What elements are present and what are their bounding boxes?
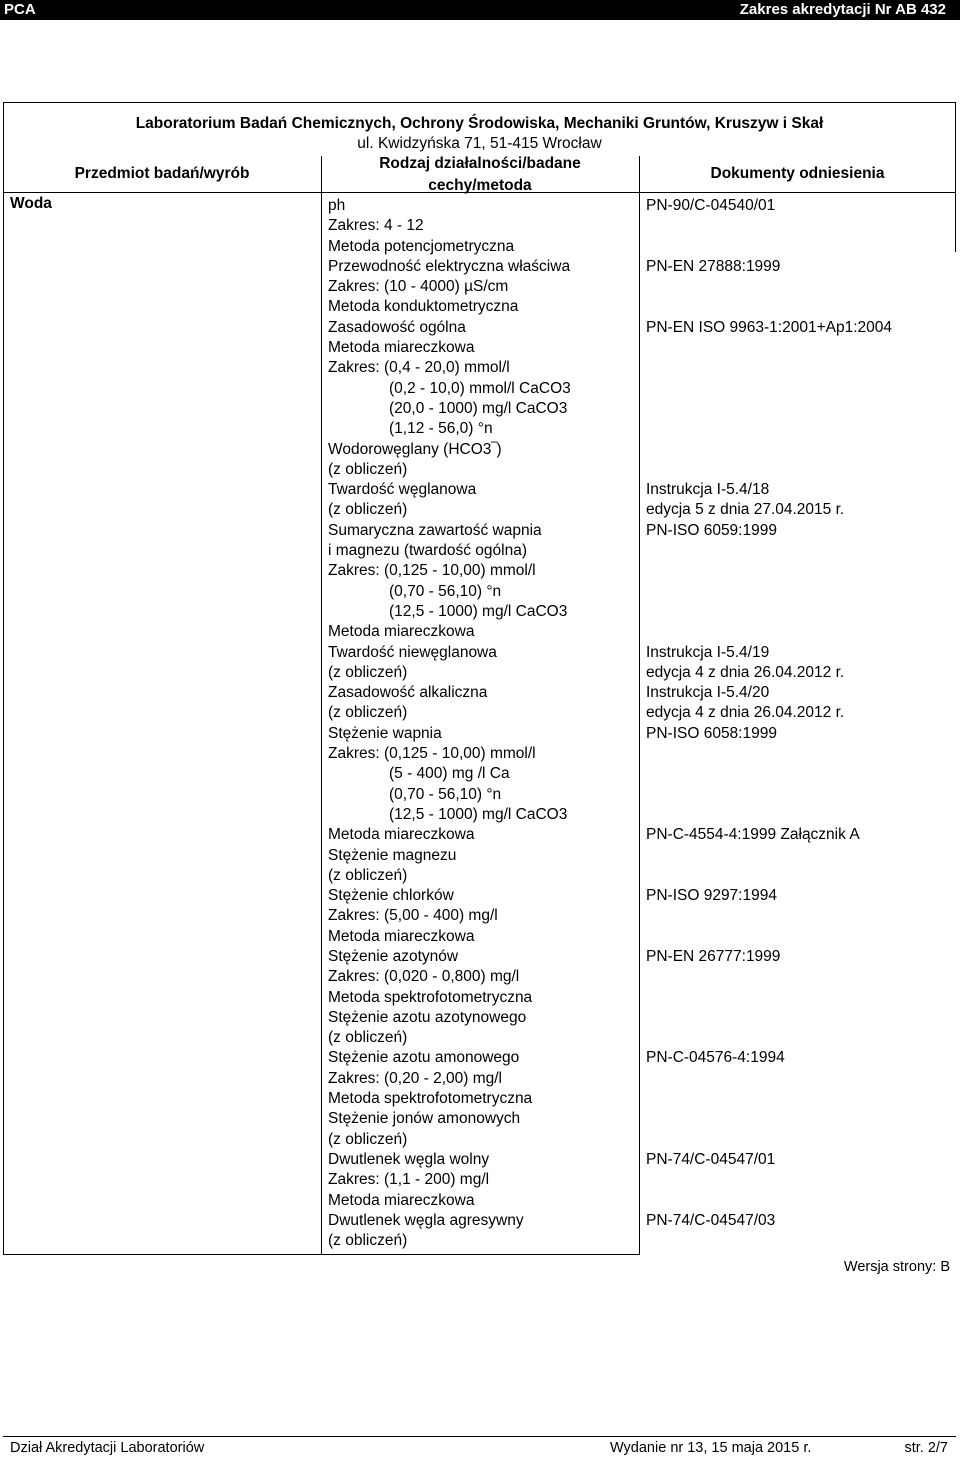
activity-line: Zakres: (1,1 - 200) mg/l: [328, 1171, 490, 1189]
document-line: [646, 866, 956, 886]
activity-line: Zakres: (5,00 - 400) mg/l: [328, 907, 498, 925]
document-line: PN-ISO 6059:1999: [646, 521, 777, 539]
footer-edition: Wydanie nr 13, 15 maja 2015 r.: [610, 1440, 812, 1456]
activity-line: Stężenie azotu amonowego: [328, 1049, 520, 1067]
activity-line: Zakres: (0,4 - 20,0) mmol/l: [328, 359, 510, 377]
document-line: [646, 460, 956, 480]
document-line: [646, 358, 956, 378]
document-line: PN-C-4554-4:1999 Załącznik A: [646, 826, 860, 844]
document-line: [646, 216, 956, 236]
activity-line: Metoda miareczkowa: [328, 623, 475, 641]
document-line: [646, 297, 956, 317]
activity-line: (z obliczeń): [328, 460, 408, 478]
footer-department: Dział Akredytacji Laboratoriów: [10, 1440, 205, 1456]
table-divider-1: [321, 156, 322, 1255]
activity-line: Stężenie azotu azotynowego: [328, 1008, 527, 1026]
activity-line: (z obliczeń): [328, 704, 408, 722]
document-line: [646, 1130, 956, 1150]
document-line: [646, 1191, 956, 1211]
activity-line: Zakres: (0,20 - 2,00) mg/l: [328, 1069, 503, 1087]
document-line: Instrukcja I-5.4/19: [646, 643, 770, 661]
activity-line: Stężenie chlorków: [328, 887, 454, 905]
column-header-activity: Rodzaj działalności/badane: [379, 155, 581, 172]
activity-column: [328, 196, 634, 1251]
activity-line: (0,2 - 10,0) mmol/l CaCO3: [389, 379, 571, 397]
document-line: [646, 399, 956, 419]
header-scope-number: Zakres akredytacji Nr AB 432: [739, 1, 946, 18]
documents-column: [646, 196, 956, 1231]
activity-line: Sumaryczna zawartość wapnia: [328, 521, 542, 539]
document-line: [646, 338, 956, 358]
activity-line: (z obliczeń): [328, 866, 408, 884]
activity-line: Zakres: (0,125 - 10,00) mmol/l: [328, 562, 536, 580]
document-line: Instrukcja I-5.4/20: [646, 684, 770, 702]
page-header-bar: [0, 0, 960, 20]
document-line: [646, 906, 956, 926]
document-line: [646, 541, 956, 561]
document-line: [646, 237, 956, 257]
activity-line: (z obliczeń): [328, 1232, 408, 1250]
document-line: PN-EN 27888:1999: [646, 257, 781, 275]
activity-line: Metoda konduktometryczna: [328, 298, 519, 316]
document-line: [646, 379, 956, 399]
activity-line: Zakres: (0,020 - 0,800) mg/l: [328, 968, 520, 986]
table-divider-2: [639, 156, 640, 1255]
column-header-documents: Dokumenty odniesienia: [710, 165, 885, 182]
table-border-left: [3, 102, 4, 1255]
document-line: [646, 622, 956, 642]
document-line: [646, 1109, 956, 1129]
activity-line: (z obliczeń): [328, 1029, 408, 1047]
header-org: PCA: [4, 1, 36, 18]
document-line: [646, 785, 956, 805]
activity-line: (z obliczeń): [328, 501, 408, 519]
document-line: edycja 4 z dnia 26.04.2012 r.: [646, 704, 845, 722]
document-line: [646, 1028, 956, 1048]
document-line: [646, 764, 956, 784]
activity-line: Zasadowość alkaliczna: [328, 684, 488, 702]
activity-line: ph: [328, 197, 346, 214]
activity-line: Zakres: (0,125 - 10,00) mmol/l: [328, 745, 536, 763]
document-line: PN-EN ISO 9963-1:2001+Ap1:2004: [646, 318, 893, 336]
document-line: [646, 440, 956, 460]
activity-line: (0,70 - 56,10) °n: [389, 582, 502, 600]
activity-line: (z obliczeń): [328, 663, 408, 681]
activity-line: Stężenie wapnia: [328, 724, 442, 742]
document-line: [646, 602, 956, 622]
lab-name: Laboratorium Badań Chemicznych, Ochrony Środowiska, Mechaniki Gruntów, Kruszyw i Skał: [135, 115, 824, 132]
activity-line: Metoda miareczkowa: [328, 927, 475, 945]
footer-page-number: str. 2/7: [904, 1440, 948, 1456]
activity-line: Zasadowość ogólna: [328, 318, 466, 336]
column-header-activity-2: cechy/metoda: [428, 177, 532, 194]
document-line: [646, 1170, 956, 1190]
document-line: [646, 967, 956, 987]
activity-line: Przewodność elektryczna właściwa: [328, 257, 571, 275]
document-line: [646, 1089, 956, 1109]
document-line: [646, 988, 956, 1008]
document-line: PN-ISO 6058:1999: [646, 724, 777, 742]
activity-line: Stężenie jonów amonowych: [328, 1110, 521, 1128]
footer-rule: [3, 1436, 956, 1437]
document-line: [646, 277, 956, 297]
activity-line: Dwutlenek węgla wolny: [328, 1150, 490, 1168]
document-line: [646, 1069, 956, 1089]
document-line: edycja 4 z dnia 26.04.2012 r.: [646, 663, 845, 681]
activity-line: Zakres: 4 - 12: [328, 217, 424, 235]
document-line: [646, 419, 956, 439]
activity-line: i magnezu (twardość ogólna): [328, 542, 528, 560]
page-version: Wersja strony: B: [843, 1259, 950, 1275]
activity-line: Wodorowęglany (HCO3‾): [328, 440, 502, 458]
activity-line: (20,0 - 1000) mg/l CaCO3: [389, 399, 568, 417]
activity-line: Stężenie magnezu: [328, 846, 457, 864]
document-line: PN-90/C-04540/01: [646, 197, 776, 214]
activity-line: Zakres: (10 - 4000) µS/cm: [328, 278, 509, 296]
document-line: [646, 927, 956, 947]
document-line: [646, 805, 956, 825]
document-line: PN-C-04576-4:1994: [646, 1049, 785, 1067]
document-line: [646, 744, 956, 764]
activity-line: (5 - 400) mg /l Ca: [389, 765, 510, 783]
activity-line: Dwutlenek węgla agresywny: [328, 1211, 524, 1229]
activity-line: Twardość niewęglanowa: [328, 643, 497, 661]
document-line: [646, 846, 956, 866]
activity-line: Metoda potencjometryczna: [328, 237, 515, 255]
activity-line: Metoda miareczkowa: [328, 339, 475, 357]
document-line: Instrukcja I-5.4/18: [646, 481, 770, 499]
activity-line: (12,5 - 1000) mg/l CaCO3: [389, 805, 568, 823]
lab-address: ul. Kwidzyńska 71, 51-415 Wrocław: [357, 135, 602, 152]
activity-line: Metoda spektrofotometryczna: [328, 988, 533, 1006]
activity-line: (0,70 - 56,10) °n: [389, 785, 502, 803]
activity-line: Twardość węglanowa: [328, 481, 477, 499]
document-line: edycja 5 z dnia 27.04.2015 r.: [646, 501, 845, 519]
activity-line: (12,5 - 1000) mg/l CaCO3: [389, 602, 568, 620]
activity-line: Stężenie azotynów: [328, 947, 459, 965]
activity-line: Metoda miareczkowa: [328, 826, 475, 844]
table-border-top: [3, 102, 956, 103]
subject-water: Woda: [10, 195, 52, 212]
activity-line: Metoda spektrofotometryczna: [328, 1090, 533, 1108]
document-line: [646, 561, 956, 581]
document-line: PN-EN 26777:1999: [646, 947, 781, 965]
activity-line: (z obliczeń): [328, 1130, 408, 1148]
column-header-subject: Przedmiot badań/wyrób: [74, 165, 250, 182]
activity-line: Metoda miareczkowa: [328, 1191, 475, 1209]
document-line: PN-74/C-04547/01: [646, 1150, 776, 1168]
document-line: PN-74/C-04547/03: [646, 1211, 776, 1229]
document-line: [646, 582, 956, 602]
document-line: [646, 1008, 956, 1028]
activity-line: (1,12 - 56,0) °n: [389, 420, 493, 438]
document-line: PN-ISO 9297:1994: [646, 887, 777, 905]
